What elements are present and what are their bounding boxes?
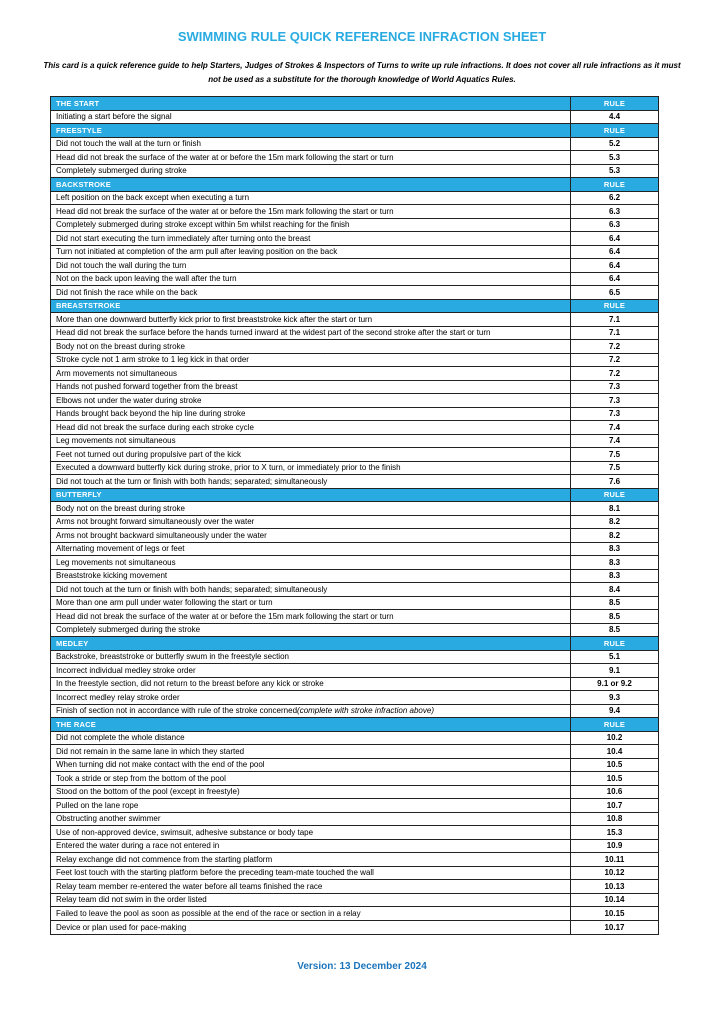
rule-number-cell: 8.5 <box>570 610 658 623</box>
infraction-text-cell: Head did not break the surface of the water at or before the 15m mark following the start or turn <box>56 152 394 162</box>
infraction-text-cell: Relay exchange did not commence from the starting platform <box>56 854 273 864</box>
rule-number-cell: 7.4 <box>570 421 658 434</box>
rule-number-cell: 5.1 <box>570 651 658 664</box>
infraction-text-cell: Backstroke, breaststroke or butterfly swum in the freestyle section <box>56 652 289 662</box>
infraction-text-cell: Leg movements not simultaneous <box>56 557 176 567</box>
rules-table <box>50 96 659 935</box>
rule-number-cell: 10.14 <box>570 894 658 907</box>
infraction-text-cell: Hands brought back beyond the hip line during stroke <box>56 409 246 419</box>
infraction-text-cell: Device or plan used for pace-making <box>56 922 187 932</box>
infraction-text-cell: Executed a downward butterfly kick during stroke, prior to X turn, or immediately prior to the finish <box>56 463 401 473</box>
infraction-row <box>51 556 658 570</box>
infraction-text-cell: Breaststroke kicking movement <box>56 571 168 581</box>
rule-number-cell: 6.4 <box>570 232 658 245</box>
rule-number-cell: 4.4 <box>570 111 658 124</box>
infraction-text-cell: Elbows not under the water during stroke <box>56 395 202 405</box>
infraction-text-cell: Head did not break the surface of the water at or before the 15m mark following the start or turn <box>56 611 394 621</box>
infraction-row <box>51 610 658 624</box>
infraction-text-cell: Took a stride or step from the bottom of the pool <box>56 773 226 783</box>
infraction-text-cell: Incorrect individual medley stroke order <box>56 665 196 675</box>
infraction-text-cell: Completely submerged during the stroke <box>56 625 201 635</box>
infraction-row <box>51 678 658 692</box>
version-footer: Version: 13 December 2024 <box>297 961 427 972</box>
section-name-cell: MEDLEY <box>56 638 89 648</box>
infraction-row <box>51 759 658 773</box>
intro-line-2: not be used as a substitute for the thorough knowledge of World Aquatics Rules. <box>208 74 516 84</box>
infraction-row <box>51 273 658 287</box>
infraction-text-cell: More than one arm pull under water following the start or turn <box>56 598 273 608</box>
infraction-text-cell: Did not remain in the same lane in which they started <box>56 746 245 756</box>
infraction-row <box>51 907 658 921</box>
rule-number-cell: 8.2 <box>570 516 658 529</box>
infraction-text-cell: Stood on the bottom of the pool (except in freestyle) <box>56 787 240 797</box>
rule-number-cell: 7.3 <box>570 381 658 394</box>
rule-number-cell: 6.4 <box>570 246 658 259</box>
section-name-cell: THE START <box>56 98 100 108</box>
rule-number-cell: 7.2 <box>570 354 658 367</box>
rule-number-cell: 8.5 <box>570 624 658 637</box>
infraction-row <box>51 313 658 327</box>
infraction-text-cell: Hands not pushed forward together from the breast <box>56 382 238 392</box>
infraction-text-cell: Use of non-approved device, swimsuit, adhesive substance or body tape <box>56 827 314 837</box>
infraction-text-cell: Feet lost touch with the starting platform before the preceding team-mate touched the wall <box>56 868 374 878</box>
rule-number-cell: 6.5 <box>570 286 658 299</box>
page-title: SWIMMING RULE QUICK REFERENCE INFRACTION SHEET <box>177 29 547 44</box>
infraction-text-cell: Did not touch at the turn or finish with both hands; separated; simultaneously <box>56 584 328 594</box>
intro-paragraph <box>0 59 724 86</box>
infraction-row <box>51 354 658 368</box>
rule-number-cell: 7.1 <box>570 327 658 340</box>
infraction-text-cell: Leg movements not simultaneous <box>56 436 176 446</box>
infraction-text-cell: In the freestyle section, did not return to the breast before any kick or stroke <box>56 679 324 689</box>
section-name-cell: BUTTERFLY <box>56 490 102 500</box>
rule-number-cell: 8.3 <box>570 543 658 556</box>
rule-number-cell: 15.3 <box>570 826 658 839</box>
infraction-text-cell: Did not touch the wall during the turn <box>56 260 187 270</box>
section-name-cell: BREASTSTROKE <box>56 301 121 311</box>
infraction-text-cell: When turning did not make contact with the end of the pool <box>56 760 265 770</box>
infraction-row <box>51 826 658 840</box>
infraction-text-cell: Finish of section not in accordance with rule of the stroke concerned (complete with stroke infraction above) <box>56 706 434 716</box>
rule-number-cell: 10.9 <box>570 840 658 853</box>
infraction-row <box>51 192 658 206</box>
infraction-text-cell: Body not on the breast during stroke <box>56 503 185 513</box>
infraction-row <box>51 570 658 584</box>
rule-number-cell: 8.1 <box>570 502 658 515</box>
infraction-text-cell: Relay team did not swim in the order listed <box>56 895 207 905</box>
infraction-text-cell: Did not touch the wall at the turn or finish <box>56 139 201 149</box>
rule-number-cell: 6.3 <box>570 219 658 232</box>
infraction-row <box>51 745 658 759</box>
section-header-row <box>51 178 658 192</box>
infraction-row <box>51 475 658 489</box>
section-header-row <box>51 637 658 651</box>
infraction-text-cell: Completely submerged during stroke <box>56 166 187 176</box>
section-name-cell: FREESTYLE <box>56 125 102 135</box>
infraction-row <box>51 205 658 219</box>
rule-number-cell: 10.13 <box>570 880 658 893</box>
infraction-row <box>51 799 658 813</box>
rule-column-header-cell: RULE <box>570 178 658 191</box>
infraction-row <box>51 286 658 300</box>
infraction-row <box>51 340 658 354</box>
infraction-text-cell: Did not finish the race while on the back <box>56 287 198 297</box>
infraction-text-cell: Failed to leave the pool as soon as possible at the end of the race or section in a relay <box>56 908 361 918</box>
rule-number-cell: 10.15 <box>570 907 658 920</box>
section-name-cell: THE RACE <box>56 719 96 729</box>
infraction-row <box>51 651 658 665</box>
rule-number-cell: 7.3 <box>570 394 658 407</box>
section-name-cell: BACKSTROKE <box>56 179 111 189</box>
infraction-row <box>51 381 658 395</box>
infraction-text-cell: More than one downward butterfly kick prior to first breaststroke kick after the start or turn <box>56 314 373 324</box>
rule-number-cell: 7.5 <box>570 462 658 475</box>
section-header-row <box>51 300 658 314</box>
rule-number-cell: 8.3 <box>570 556 658 569</box>
rule-column-header-cell: RULE <box>570 637 658 650</box>
section-header-row <box>51 97 658 111</box>
intro-line-1: This card is a quick reference guide to help Starters, Judges of Strokes & Inspectors of Turns to write up rule infractions. It does not cover all rule infractions as it must <box>43 61 681 70</box>
infraction-row <box>51 543 658 557</box>
infraction-text-cell: Arm movements not simultaneous <box>56 368 177 378</box>
rule-number-cell: 10.5 <box>570 759 658 772</box>
rule-number-cell: 10.12 <box>570 867 658 880</box>
infraction-text-cell: Did not touch at the turn or finish with both hands; separated; simultaneously <box>56 476 328 486</box>
rule-number-cell: 6.4 <box>570 273 658 286</box>
infraction-text-cell: Arms not brought backward simultaneously under the water <box>56 530 267 540</box>
rule-number-cell: 6.2 <box>570 192 658 205</box>
infraction-row <box>51 894 658 908</box>
infraction-row <box>51 367 658 381</box>
infraction-row <box>51 111 658 125</box>
infraction-row <box>51 408 658 422</box>
infraction-text-cell: Not on the back upon leaving the wall after the turn <box>56 274 237 284</box>
infraction-text-cell: Head did not break the surface during each stroke cycle <box>56 422 254 432</box>
rule-number-cell: 8.5 <box>570 597 658 610</box>
infraction-row <box>51 327 658 341</box>
infraction-row <box>51 462 658 476</box>
rule-number-cell: 10.5 <box>570 772 658 785</box>
infraction-row <box>51 232 658 246</box>
rule-number-cell: 7.2 <box>570 340 658 353</box>
infraction-row <box>51 502 658 516</box>
rule-column-header-cell: RULE <box>570 300 658 313</box>
infraction-row <box>51 529 658 543</box>
infraction-row <box>51 435 658 449</box>
rule-number-cell: 8.2 <box>570 529 658 542</box>
infraction-text-cell: Completely submerged during stroke except within 5m whilst reaching for the finish <box>56 220 350 230</box>
infraction-text-cell: Turn not initiated at completion of the arm pull after leaving position on the back <box>56 247 338 257</box>
rule-number-cell: 10.4 <box>570 745 658 758</box>
rule-column-header-cell: RULE <box>570 97 658 110</box>
infraction-text-cell: Initiating a start before the signal <box>56 112 172 122</box>
infraction-row <box>51 597 658 611</box>
rule-number-cell: 7.1 <box>570 313 658 326</box>
rule-number-cell: 10.2 <box>570 732 658 745</box>
infraction-row <box>51 448 658 462</box>
infraction-text-cell: Obstructing another swimmer <box>56 814 161 824</box>
rule-number-cell: 7.3 <box>570 408 658 421</box>
infraction-row <box>51 583 658 597</box>
rule-column-header-cell: RULE <box>570 718 658 731</box>
rule-number-cell: 9.1 or 9.2 <box>570 678 658 691</box>
infraction-row <box>51 138 658 152</box>
rule-number-cell: 6.3 <box>570 205 658 218</box>
rule-number-cell: 9.1 <box>570 664 658 677</box>
rule-number-cell: 10.17 <box>570 921 658 935</box>
rule-number-cell: 10.8 <box>570 813 658 826</box>
infraction-row <box>51 840 658 854</box>
infraction-row <box>51 516 658 530</box>
infraction-row <box>51 813 658 827</box>
infraction-row <box>51 421 658 435</box>
rule-number-cell: 6.4 <box>570 259 658 272</box>
infraction-text-cell: Did not complete the whole distance <box>56 733 185 743</box>
infraction-text-cell: Body not on the breast during stroke <box>56 341 185 351</box>
section-header-row <box>51 489 658 503</box>
rule-number-cell: 5.2 <box>570 138 658 151</box>
rule-number-cell: 10.6 <box>570 786 658 799</box>
infraction-text-cell: Head did not break the surface before the hands turned inward at the widest part of the second stroke after the start or turn <box>56 328 491 338</box>
rule-number-cell: 9.4 <box>570 705 658 718</box>
infraction-text-cell: Left position on the back except when executing a turn <box>56 193 250 203</box>
infraction-text-cell: Did not start executing the turn immediately after turning onto the breast <box>56 233 311 243</box>
infraction-text-cell: Head did not break the surface of the water at or before the 15m mark following the start or turn <box>56 206 394 216</box>
infraction-row <box>51 786 658 800</box>
infraction-row <box>51 151 658 165</box>
rule-number-cell: 7.4 <box>570 435 658 448</box>
infraction-row <box>51 732 658 746</box>
infraction-row <box>51 246 658 260</box>
rule-number-cell: 8.3 <box>570 570 658 583</box>
rule-number-cell: 7.6 <box>570 475 658 488</box>
rule-number-cell: 10.7 <box>570 799 658 812</box>
rule-column-header-cell: RULE <box>570 124 658 137</box>
infraction-text-cell: Entered the water during a race not entered in <box>56 841 220 851</box>
infraction-row <box>51 853 658 867</box>
infraction-row <box>51 921 658 935</box>
infraction-text-cell: Incorrect medley relay stroke order <box>56 692 180 702</box>
rule-column-header-cell: RULE <box>570 489 658 502</box>
infraction-text-cell: Arms not brought forward simultaneously over the water <box>56 517 255 527</box>
infraction-text-cell: Alternating movement of legs or feet <box>56 544 185 554</box>
infraction-row <box>51 394 658 408</box>
rule-number-cell: 8.4 <box>570 583 658 596</box>
infraction-text-cell: Pulled on the lane rope <box>56 800 139 810</box>
infraction-row <box>51 624 658 638</box>
infraction-row <box>51 705 658 719</box>
infraction-row <box>51 219 658 233</box>
rule-number-cell: 9.3 <box>570 691 658 704</box>
infraction-row <box>51 772 658 786</box>
infraction-row <box>51 867 658 881</box>
infraction-row <box>51 880 658 894</box>
infraction-row <box>51 691 658 705</box>
rule-number-cell: 7.5 <box>570 448 658 461</box>
infraction-italic-note: (complete with stroke infraction above) <box>297 706 434 716</box>
infraction-row <box>51 165 658 179</box>
rule-number-cell: 7.2 <box>570 367 658 380</box>
section-header-row <box>51 124 658 138</box>
infraction-row <box>51 259 658 273</box>
infraction-text-cell: Stroke cycle not 1 arm stroke to 1 leg kick in that order <box>56 355 249 365</box>
rule-number-cell: 5.3 <box>570 151 658 164</box>
infraction-row <box>51 664 658 678</box>
infraction-text-cell: Relay team member re-entered the water before all teams finished the race <box>56 881 323 891</box>
section-header-row <box>51 718 658 732</box>
rule-number-cell: 5.3 <box>570 165 658 178</box>
infraction-text-cell: Feet not turned out during propulsive part of the kick <box>56 449 241 459</box>
rule-number-cell: 10.11 <box>570 853 658 866</box>
